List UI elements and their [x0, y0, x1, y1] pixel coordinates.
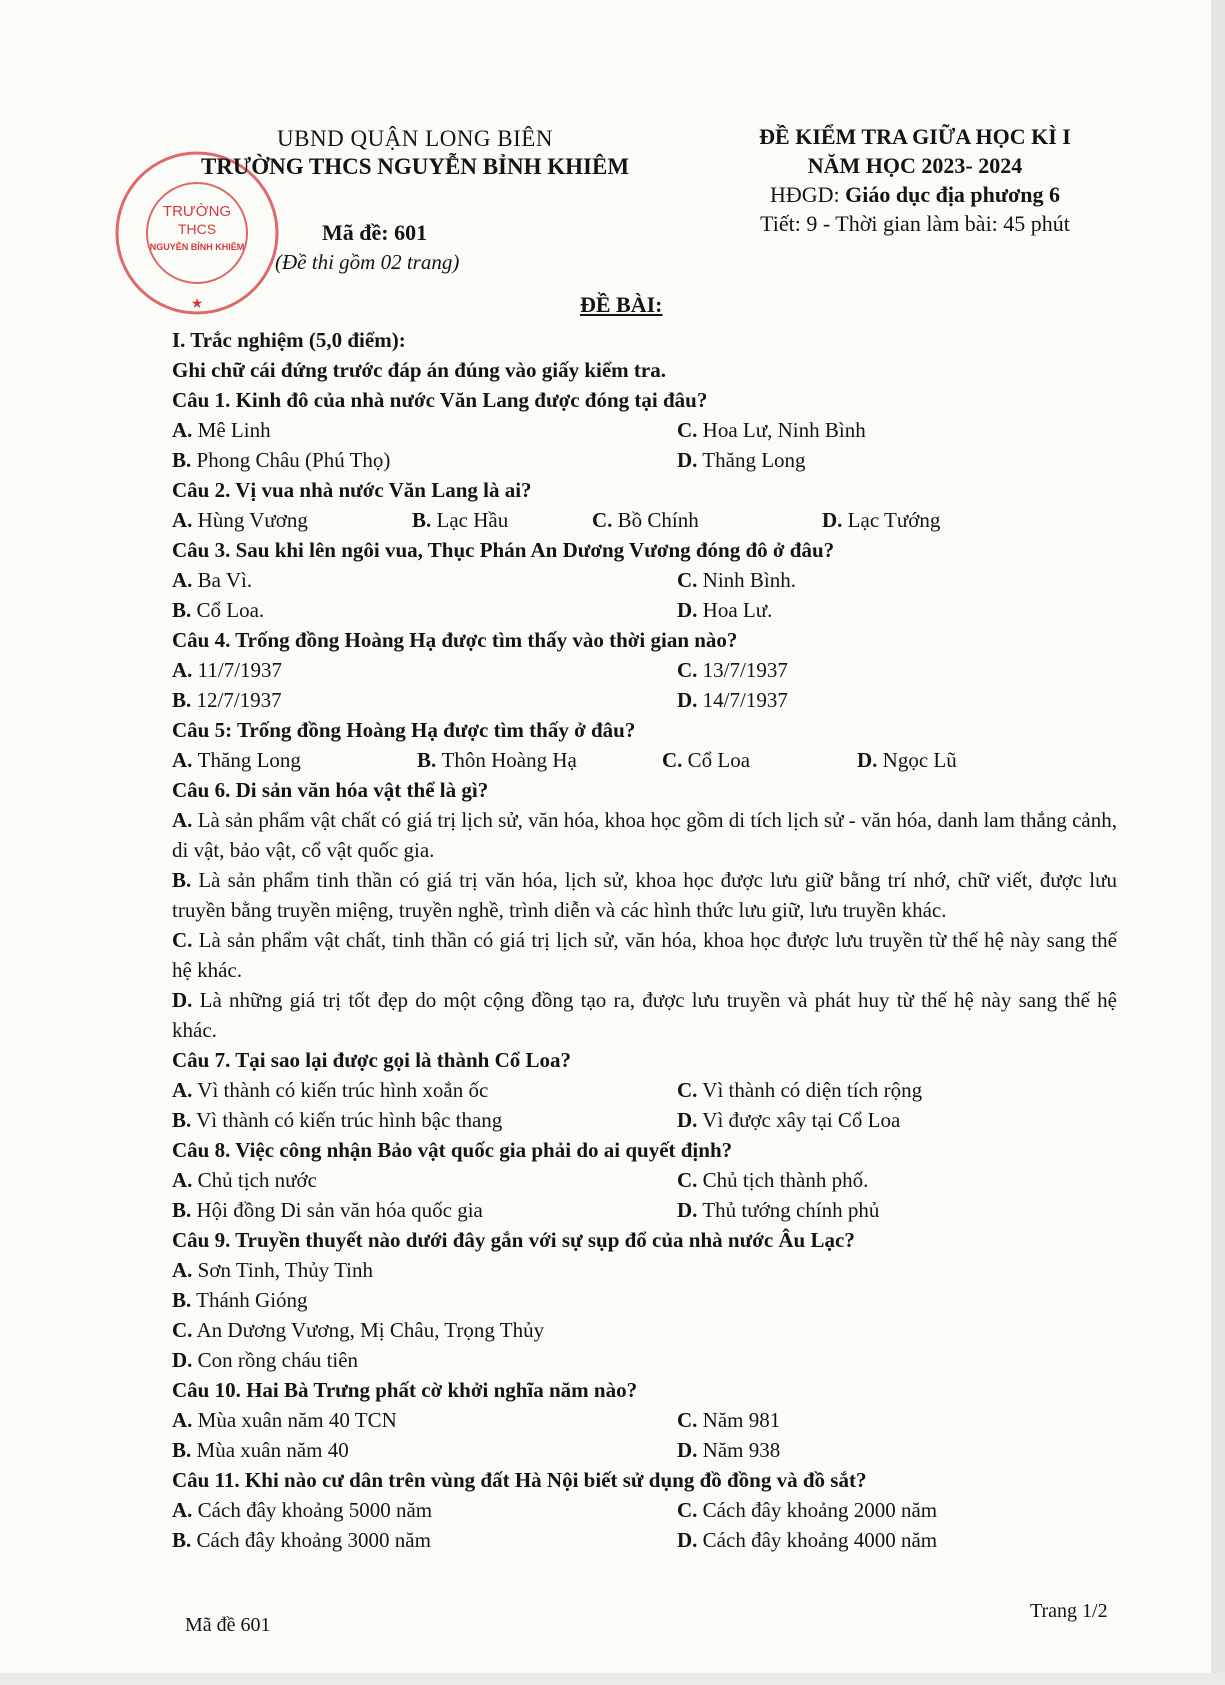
option-d: Ngọc Lũ: [882, 748, 957, 772]
page-count-note: (Đề thi gồm 02 trang): [275, 250, 460, 274]
option-c: Vì thành có diện tích rộng: [702, 1078, 923, 1102]
option-c: Chủ tịch thành phố.: [702, 1168, 869, 1192]
question-10: Câu 10. Hai Bà Trưng phất cờ khởi nghĩa năm nào?: [172, 1378, 638, 1402]
option-d: Thăng Long: [702, 448, 806, 472]
question-6: Câu 6. Di sản văn hóa vật thể là gì?: [172, 778, 489, 802]
exam-header: [700, 124, 1130, 240]
option-d: Thủ tướng chính phủ: [702, 1198, 880, 1222]
option-b: Phong Châu (Phú Thọ): [196, 448, 391, 472]
option-a: Mê Linh: [197, 418, 271, 442]
footer-exam-code: Mã đề 601: [185, 1614, 271, 1636]
option-a: Cách đây khoảng 5000 năm: [197, 1498, 433, 1522]
option-b-row: B. Thánh Gióng: [172, 1288, 308, 1312]
school-year: NĂM HỌC 2023- 2024: [807, 153, 1023, 178]
option-b: 12/7/1937: [196, 688, 282, 712]
option-c: Cách đây khoảng 2000 năm: [702, 1498, 938, 1522]
stamp-star-icon: ★: [190, 297, 204, 312]
option-d: Cách đây khoảng 4000 năm: [702, 1528, 938, 1552]
question-11: Câu 11. Khi nào cư dân trên vùng đất Hà Nội biết sử dụng đồ đồng và đồ sắt?: [172, 1468, 867, 1492]
options-row: A. Mê Linh C. Hoa Lư, Ninh Bình: [172, 418, 866, 442]
school-name: TRƯỜNG THCS NGUYỄN BỈNH KHIÊM: [200, 154, 630, 179]
option-a: Vì thành có kiến trúc hình xoắn ốc: [197, 1078, 489, 1102]
option-b: Vì thành có kiến trúc hình bậc thang: [196, 1108, 503, 1132]
question-9: Câu 9. Truyền thuyết nào dưới đây gắn với sự sụp đổ của nhà nước Âu Lạc?: [172, 1228, 855, 1252]
option-a-row: A. Sơn Tinh, Thủy Tinh: [172, 1258, 373, 1282]
period-line: Tiết: 9 - Thời gian làm bài: 45 phút: [760, 211, 1070, 236]
option-a-row: A. Là sản phẩm vật chất có giá trị lịch sử, văn hóa, khoa học gồm di tích lịch sử - văn hóa, danh lam thắng cảnh, di vật, bảo vật, cổ vật quốc gia.: [172, 808, 1118, 862]
option-c: Bồ Chính: [617, 508, 699, 532]
option-b: Lạc Hầu: [436, 508, 509, 532]
option-d: 14/7/1937: [702, 688, 788, 712]
instruction: Ghi chữ cái đứng trước đáp án đúng vào giấy kiểm tra.: [172, 358, 666, 382]
option-d-row: D. Là những giá trị tốt đẹp do một cộng đồng tạo ra, được lưu truyền và phát huy từ thế hệ này sang thế hệ khác.: [172, 988, 1117, 1042]
options-row: B. Mùa xuân năm 40 D. Năm 938: [172, 1438, 781, 1462]
option-d-row: D. Con rồng cháu tiên: [172, 1348, 359, 1372]
option-c: Là sản phẩm vật chất, tinh thần có giá trị lịch sử, văn hóa, khoa học được lưu truyền từ thế hệ này sang thế hệ khác.: [172, 928, 1118, 982]
options-row: A. Mùa xuân năm 40 TCN C. Năm 981: [172, 1408, 781, 1432]
option-a: Mùa xuân năm 40 TCN: [197, 1408, 397, 1432]
options-row: A. Cách đây khoảng 5000 năm C. Cách đây khoảng 2000 năm: [172, 1498, 938, 1522]
exam-code: Mã đề: 601: [322, 220, 428, 245]
question-8: Câu 8. Việc công nhận Bảo vật quốc gia phải do ai quyết định?: [172, 1138, 733, 1162]
option-c: Cổ Loa: [687, 748, 751, 772]
question-5: Câu 5: Trống đồng Hoàng Hạ được tìm thấy ở đâu?: [172, 718, 636, 742]
option-d: Lạc Tướng: [847, 508, 941, 532]
option-a: Là sản phẩm vật chất có giá trị lịch sử, văn hóa, khoa học gồm di tích lịch sử - văn hóa, danh lam thắng cảnh, di vật, bảo vật, cổ vật quốc gia.: [172, 808, 1118, 862]
option-c: An Dương Vương, Mị Châu, Trọng Thủy: [196, 1318, 545, 1342]
option-d: Năm 938: [702, 1438, 781, 1462]
page-edge-bottom: [0, 1673, 1225, 1685]
options-row: A. Chủ tịch nước C. Chủ tịch thành phố.: [172, 1168, 869, 1192]
options-row: A. 11/7/1937 C. 13/7/1937: [172, 658, 788, 682]
stamp-line3: NGUYỄN BỈNH KHIÊM: [149, 242, 245, 252]
option-d: Con rồng cháu tiên: [197, 1348, 359, 1372]
option-b: Thôn Hoàng Hạ: [441, 748, 577, 772]
question-list: [172, 325, 1117, 1555]
section-title: I. Trắc nghiệm (5,0 điểm):: [172, 328, 406, 352]
option-a: Chủ tịch nước: [197, 1168, 317, 1192]
option-c: Ninh Bình.: [702, 568, 797, 592]
option-b: Cách đây khoảng 3000 năm: [196, 1528, 431, 1552]
subject-label: HĐGD:: [769, 182, 840, 207]
options-row: B. Cách đây khoảng 3000 năm D. Cách đây khoảng 4000 năm: [172, 1528, 938, 1552]
option-a: Hùng Vương: [197, 508, 308, 532]
options-row: B. Cổ Loa. D. Hoa Lư.: [172, 598, 773, 622]
question-7: Câu 7. Tại sao lại được gọi là thành Cổ Loa?: [172, 1048, 571, 1072]
options-row: A. Hùng Vương B. Lạc Hầu C. Bồ Chính D. Lạc Tướng: [172, 505, 1117, 535]
page-edge: [1211, 0, 1225, 1685]
option-b: Hội đồng Di sản văn hóa quốc gia: [196, 1198, 483, 1222]
stamp-line1: TRƯỜNG: [162, 203, 232, 220]
exam-title: ĐỀ KIỂM TRA GIỮA HỌC KÌ I: [759, 124, 1071, 149]
option-d: Vì được xây tại Cổ Loa: [702, 1108, 901, 1132]
question-2: Câu 2. Vị vua nhà nước Văn Lang là ai?: [172, 478, 532, 502]
options-row: B. Hội đồng Di sản văn hóa quốc gia D. Thủ tướng chính phủ: [172, 1198, 880, 1222]
option-a: Ba Vì.: [197, 568, 253, 592]
option-b-row: B. Là sản phẩm tinh thần có giá trị văn hóa, lịch sử, khoa học được lưu giữ bằng trí nhớ, chữ viết, được lưu truyền bằng truyền miệng, truyền nghề, trình diễn và các hình thức lưu giữ, lưu truyền khác.: [172, 868, 1117, 922]
options-row: A. Thăng Long B. Thôn Hoàng Hạ C. Cổ Loa D. Ngọc Lũ: [172, 745, 1117, 775]
option-d: Hoa Lư.: [702, 598, 773, 622]
option-c: Hoa Lư, Ninh Bình: [702, 418, 866, 442]
options-row: B. 12/7/1937 D. 14/7/1937: [172, 688, 788, 712]
options-row: A. Vì thành có kiến trúc hình xoắn ốc C. Vì thành có diện tích rộng: [172, 1078, 923, 1102]
option-d: Là những giá trị tốt đẹp do một cộng đồng tạo ra, được lưu truyền và phát huy từ thế hệ này sang thế hệ khác.: [172, 988, 1117, 1042]
option-c: 13/7/1937: [702, 658, 788, 682]
question-1: Câu 1. Kinh đô của nhà nước Văn Lang được đóng tại đâu?: [172, 388, 708, 412]
section-heading: ĐỀ BÀI:: [580, 292, 663, 317]
options-row: B. Vì thành có kiến trúc hình bậc thang D. Vì được xây tại Cổ Loa: [172, 1108, 901, 1132]
question-3: Câu 3. Sau khi lên ngôi vua, Thục Phán An Dương Vương đóng đô ở đâu?: [172, 538, 835, 562]
option-a: Thăng Long: [197, 748, 301, 772]
page-number: Trang 1/2: [1030, 1600, 1108, 1622]
option-a: 11/7/1937: [197, 658, 283, 682]
school-header: [180, 126, 650, 180]
subject-line: [700, 182, 1130, 208]
options-row: B. Phong Châu (Phú Thọ) D. Thăng Long: [172, 448, 806, 472]
option-c-row: C. Là sản phẩm vật chất, tinh thần có giá trị lịch sử, văn hóa, khoa học được lưu truyền từ thế hệ này sang thế hệ khác.: [172, 928, 1118, 982]
stamp-line2: THCS: [177, 221, 217, 237]
subject-name: Giáo dục địa phương 6: [845, 182, 1061, 207]
option-a: Sơn Tinh, Thủy Tinh: [197, 1258, 373, 1282]
question-4: Câu 4. Trống đồng Hoàng Hạ được tìm thấy vào thời gian nào?: [172, 628, 738, 652]
district-name: UBND QUẬN LONG BIÊN: [277, 126, 553, 151]
option-c: Năm 981: [702, 1408, 781, 1432]
option-b: Thánh Gióng: [196, 1288, 308, 1312]
option-c-row: C. An Dương Vương, Mị Châu, Trọng Thủy: [172, 1318, 545, 1342]
options-row: A. Ba Vì. C. Ninh Bình.: [172, 568, 797, 592]
option-b: Là sản phẩm tinh thần có giá trị văn hóa, lịch sử, khoa học được lưu giữ bằng trí nhớ, chữ viết, được lưu truyền bằng truyền miệng, truyền nghề, trình diễn và các hình thức lưu giữ, lưu truyền khác.: [172, 868, 1117, 922]
option-b: Mùa xuân năm 40: [196, 1438, 349, 1462]
option-b: Cổ Loa.: [196, 598, 265, 622]
